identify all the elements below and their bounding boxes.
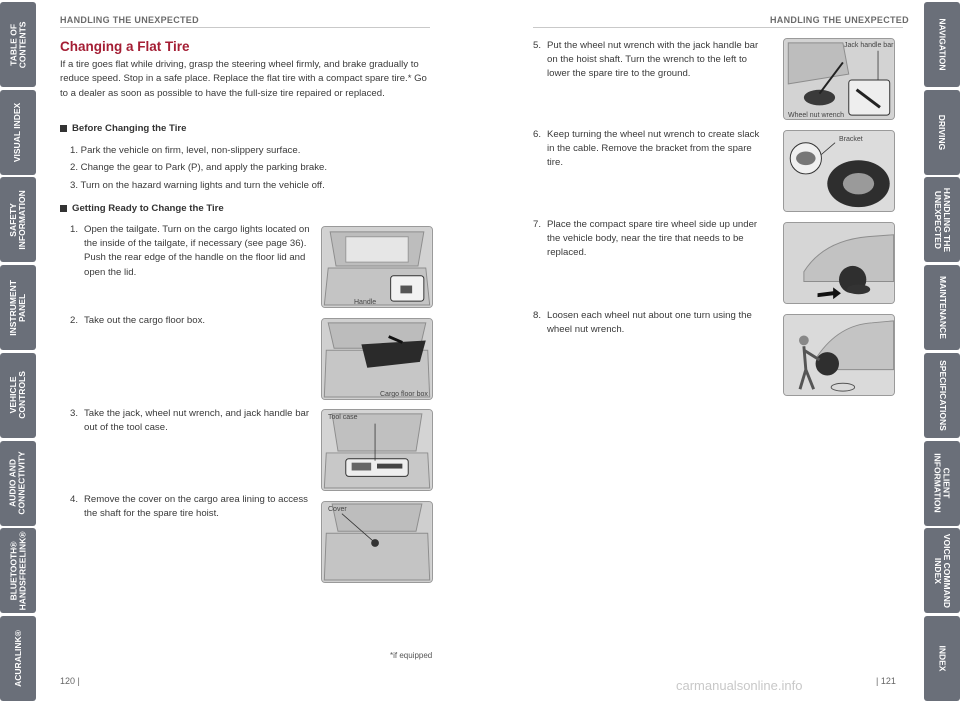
step-1: 1. Open the tailgate. Turn on the cargo lights located on the inside of the tailgate, if necessary (see page 36). Push the rear edge of the handle on the floor lid and open the lid. bbox=[70, 224, 310, 278]
step-2: 2. Take out the cargo floor box. bbox=[70, 315, 206, 326]
cargo-handle-illustration bbox=[322, 227, 432, 307]
figure-loosen-nuts bbox=[783, 314, 895, 396]
figure-spare-under-vehicle bbox=[783, 222, 895, 304]
figure-label: Cargo floor box bbox=[380, 391, 428, 398]
tab-maintenance[interactable]: MAINTENANCE bbox=[924, 265, 960, 350]
step-8: 8. Loosen each wheel nut about one turn using the wheel nut wrench. bbox=[533, 310, 752, 336]
tab-table-of-contents[interactable]: TABLE OF CONTENTS bbox=[0, 2, 36, 87]
heading-bullet-icon bbox=[60, 205, 67, 212]
step-7: 7. Place the compact spare tire wheel side up under the vehicle body, near the tire that needs to be replaced. bbox=[533, 219, 758, 259]
figure-cover bbox=[321, 501, 433, 583]
before-item-2: 2. Change the gear to Park (P), and apply the parking brake. bbox=[70, 162, 328, 173]
before-item-3: 3. Turn on the hazard warning lights and turn the vehicle off. bbox=[70, 180, 325, 191]
figure-cargo-floor-box bbox=[321, 318, 433, 400]
footnote: *if equipped bbox=[390, 651, 433, 660]
figure-label: Jack handle bar bbox=[844, 42, 894, 49]
tab-handling-the-unexpected[interactable]: HANDLING THE UNEXPECTED bbox=[924, 177, 960, 262]
loosen-nuts-illustration bbox=[784, 315, 894, 395]
cover-illustration bbox=[322, 502, 432, 582]
page-title: Changing a Flat Tire bbox=[60, 39, 190, 54]
spare-under-vehicle-illustration bbox=[784, 223, 894, 303]
right-page-number: | 121 bbox=[876, 676, 896, 686]
figure-cargo-handle bbox=[321, 226, 433, 308]
tab-driving[interactable]: DRIVING bbox=[924, 90, 960, 175]
left-header-rule bbox=[60, 27, 430, 28]
intro-paragraph: If a tire goes flat while driving, grasp the steering wheel firmly, and brake gradually to reduce speed. Stop in a safe place. Replace the flat tire with a compact spare tire.* Go to a dealer as soon as possible to have the full-size tire repaired or replaced. bbox=[60, 59, 427, 99]
tab-vehicle-controls[interactable]: VEHICLE CONTROLS bbox=[0, 353, 36, 438]
bracket-illustration bbox=[784, 131, 894, 211]
figure-bracket bbox=[783, 130, 895, 212]
cargo-floor-box-illustration bbox=[322, 319, 432, 399]
step-4: 4. Remove the cover on the cargo area lining to access the shaft for the spare tire hoist. bbox=[70, 494, 308, 520]
tab-voice-command-index[interactable]: VOICE COMMAND INDEX bbox=[924, 528, 960, 613]
right-header-rule bbox=[533, 27, 903, 28]
before-changing-heading: Before Changing the Tire bbox=[60, 123, 186, 134]
step-3: 3. Take the jack, wheel nut wrench, and jack handle bar out of the tool case. bbox=[70, 408, 310, 434]
tab-client-information[interactable]: CLIENT INFORMATION bbox=[924, 441, 960, 526]
figure-label: Handle bbox=[354, 299, 377, 306]
figure-label: Wheel nut wrench bbox=[788, 112, 845, 119]
right-running-header: HANDLING THE UNEXPECTED bbox=[770, 15, 909, 25]
tab-audio-and-connectivity[interactable]: AUDIO AND CONNECTIVITY bbox=[0, 441, 36, 526]
tab-index[interactable]: INDEX bbox=[924, 616, 960, 701]
watermark: carmanualsonline.info bbox=[676, 678, 803, 693]
right-nav-tabs bbox=[924, 0, 960, 703]
left-nav-tabs bbox=[0, 0, 36, 703]
figure-label: Cover bbox=[328, 506, 347, 513]
tab-safety-information[interactable]: SAFETY INFORMATION bbox=[0, 177, 36, 262]
tab-instrument-panel[interactable]: INSTRUMENT PANEL bbox=[0, 265, 36, 350]
jack-handle-illustration bbox=[784, 39, 894, 119]
tab-specifications[interactable]: SPECIFICATIONS bbox=[924, 353, 960, 438]
figure-label: Bracket bbox=[839, 136, 863, 143]
figure-jack-handle bbox=[783, 38, 895, 120]
tab-navigation[interactable]: NAVIGATION bbox=[924, 2, 960, 87]
tool-case-illustration bbox=[322, 410, 432, 490]
before-item-1: 1. Park the vehicle on firm, level, non-slippery surface. bbox=[70, 145, 301, 156]
heading-bullet-icon bbox=[60, 125, 67, 132]
step-6: 6. Keep turning the wheel nut wrench to create slack in the cable. Remove the bracket from the spare tire. bbox=[533, 129, 760, 169]
figure-label: Tool case bbox=[328, 414, 358, 421]
step-5: 5. Put the wheel nut wrench with the jack handle bar on the hoist shaft. Turn the wrench to the left to lower the spare tire to the ground. bbox=[533, 40, 759, 80]
tab-acuralink[interactable]: ACURALINK® bbox=[0, 616, 36, 701]
left-running-header: HANDLING THE UNEXPECTED bbox=[60, 15, 199, 25]
left-page-number: 120 | bbox=[60, 676, 80, 686]
tab-visual-index[interactable]: VISUAL INDEX bbox=[0, 90, 36, 175]
figure-tool-case bbox=[321, 409, 433, 491]
tab-bluetooth-handsfreelink[interactable]: BLUETOOTH® HANDSFREELINK® bbox=[0, 528, 36, 613]
getting-ready-heading: Getting Ready to Change the Tire bbox=[60, 203, 224, 214]
